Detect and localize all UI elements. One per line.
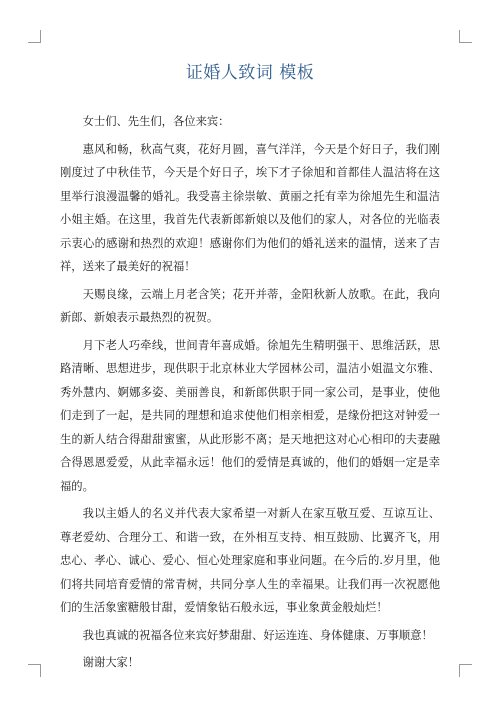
document-title: 证婚人致词 模板 [185, 63, 315, 83]
crop-mark-top-right [459, 30, 472, 43]
crop-mark-bottom-left [28, 664, 41, 677]
paragraph-opening: 惠风和畅，秋高气爽，花好月圆，喜气洋洋，今天是个好日子，我们刚刚度过了中秋佳节，今天是个好日子，埃下才子徐旭和首都佳人温洁将在这里举行浪漫温馨的婚礼。我受喜主徐崇敏、黄丽之托有幸为徐旭先生和温洁小姐主婚。在这里，我首先代表新郎新娘以及他们的家人，对各位的光临表示衷心的感谢和热烈的欢迎！感谢你们为他们的婚礼送来的温情，送来了吉祥，送来了最美好的祝福！ [60, 142, 440, 273]
crop-mark-bottom-right [459, 664, 472, 677]
paragraph-congratulation: 天赐良缘，云端上月老含笑；花开并蒂，金阳秋新人放歌。在此，我向新郎、新娘表示最热烈的祝贺。 [60, 287, 440, 324]
paragraph-wishes: 我以主婚人的名义并代表大家希望一对新人在家互敬互爱、互谅互让、尊老爱幼、合理分工、和谐一致，在外相互支持、相互鼓励、比翼齐飞，用忠心、孝心、诚心、爱心、恒心处理家庭和事业问题。在今后的.岁月里，他们将共同培育爱情的常青树，共同分享人生的幸福果。让我们再一次祝愿他们的生活象蜜糖般甘甜，爱情象钻石般永远，事业象黄金般灿烂！ [60, 507, 440, 614]
paragraph-thanks: 谢谢大家！ [82, 656, 140, 669]
document-page [60, 62, 440, 679]
paragraph-guest-blessing: 我也真诚的祝福各位来宾好梦甜甜、好运连连、身体健康、万事顺意！ [82, 628, 433, 642]
document-body [60, 110, 440, 675]
crop-mark-top-left [28, 30, 41, 43]
paragraph-couple-introduction: 月下老人巧牵线，世间青年喜成婚。徐旭先生精明强干、思维活跃，思路清晰、思想进步，现供职于北京林业大学园林公司，温洁小姐温文尔雅、秀外慧内、婀娜多姿、美丽善良，和新郎供职于同一家公司，是事业，使他们走到了一起，是共同的理想和追求使他们相亲相爱，是缘份把这对钟爱一生的新人结合得甜甜蜜蜜，从此形影不离；是天地把这对心心相印的夫妻融合得恩恩爱爱，从此幸福永远！他们的爱情是真诚的，他们的婚姻一定是幸福的。 [60, 338, 440, 493]
paragraph-greeting: 女士们、先生们，各位来宾： [82, 115, 230, 128]
